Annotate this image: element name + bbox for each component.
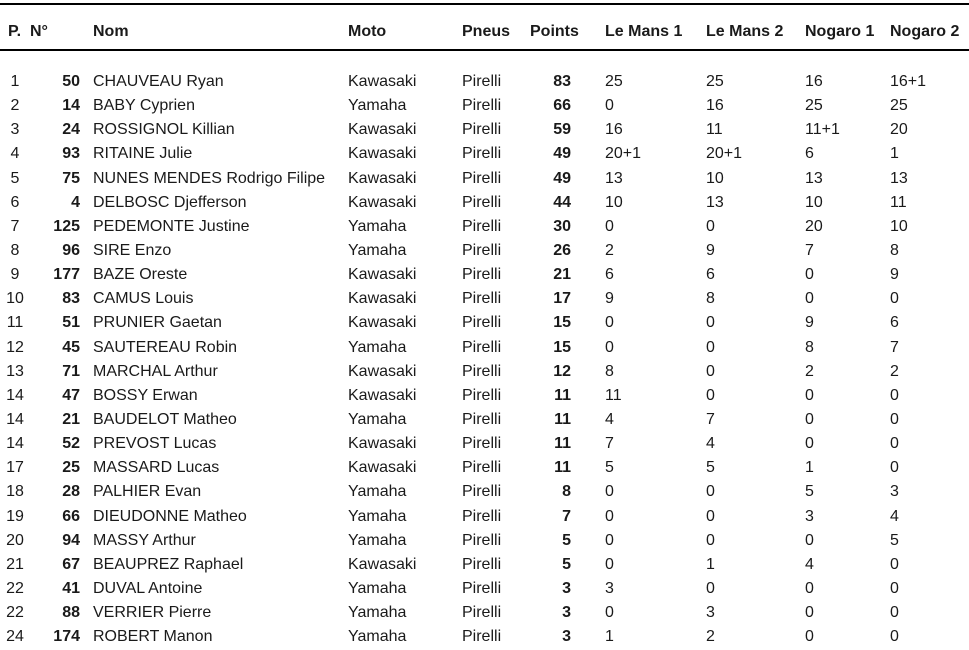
cell-tyres: Pirelli [462, 531, 502, 549]
cell-race2: 25 [706, 73, 724, 91]
table-row [0, 456, 969, 480]
cell-name: DELBOSC Djefferson [93, 193, 247, 211]
cell-pos: 12 [6, 338, 24, 356]
cell-race3: 0 [805, 266, 814, 284]
cell-pos: 20 [6, 531, 24, 549]
cell-moto: Kawasaki [348, 193, 417, 211]
cell-race3: 0 [805, 435, 814, 453]
table-row [0, 118, 969, 142]
cell-points: 44 [553, 193, 571, 211]
cell-pos: 18 [6, 483, 24, 501]
cell-tyres: Pirelli [462, 362, 502, 380]
cell-race1: 0 [605, 338, 614, 356]
cell-moto: Kawasaki [348, 435, 417, 453]
cell-race3: 2 [805, 362, 814, 380]
cell-race2: 0 [706, 338, 715, 356]
cell-tyres: Pirelli [462, 193, 502, 211]
table-row [0, 625, 969, 649]
cell-race2: 2 [706, 628, 715, 646]
cell-moto: Kawasaki [348, 290, 417, 308]
cell-race4: 9 [890, 266, 899, 284]
cell-num: 25 [62, 459, 80, 477]
cell-race1: 0 [605, 483, 614, 501]
cell-race2: 8 [706, 290, 715, 308]
cell-race1: 0 [605, 217, 614, 235]
cell-num: 50 [62, 73, 80, 91]
cell-points: 59 [553, 121, 571, 139]
cell-moto: Kawasaki [348, 266, 417, 284]
cell-race2: 16 [706, 97, 724, 115]
table-row [0, 142, 969, 166]
cell-race4: 0 [890, 555, 899, 573]
cell-race1: 16 [605, 121, 623, 139]
cell-num: 24 [62, 121, 80, 139]
cell-points: 11 [554, 411, 571, 429]
cell-num: 75 [62, 169, 80, 187]
cell-race1: 0 [605, 314, 614, 332]
cell-tyres: Pirelli [462, 628, 502, 646]
cell-race4: 6 [890, 314, 899, 332]
cell-name: RITAINE Julie [93, 145, 193, 163]
cell-race3: 0 [805, 580, 814, 598]
cell-race4: 8 [890, 242, 899, 260]
cell-moto: Yamaha [348, 628, 407, 646]
cell-num: 47 [62, 386, 80, 404]
cell-num: 21 [62, 411, 80, 429]
cell-race3: 0 [805, 290, 814, 308]
col-header-lemans-1: Le Mans 1 [592, 5, 705, 51]
cell-race2: 20+1 [706, 145, 743, 163]
cell-pos: 9 [10, 266, 20, 284]
cell-num: 125 [53, 217, 80, 235]
cell-points: 49 [553, 145, 571, 163]
table-row [0, 480, 969, 504]
cell-race2: 5 [706, 459, 715, 477]
cell-name: VERRIER Pierre [93, 604, 212, 622]
cell-name: NUNES MENDES Rodrigo Filipe [93, 169, 326, 187]
cell-name: PALHIER Evan [93, 483, 202, 501]
cell-tyres: Pirelli [462, 97, 502, 115]
cell-num: 88 [62, 604, 80, 622]
cell-moto: Kawasaki [348, 314, 417, 332]
cell-tyres: Pirelli [462, 435, 502, 453]
cell-name: SAUTEREAU Robin [93, 338, 238, 356]
cell-race1: 10 [605, 193, 623, 211]
cell-race1: 0 [605, 507, 614, 525]
cell-name: MASSARD Lucas [93, 459, 220, 477]
cell-race4: 0 [890, 459, 899, 477]
col-header-moto: Moto [340, 5, 455, 51]
cell-race4: 20 [890, 121, 908, 139]
cell-race1: 7 [605, 435, 614, 453]
cell-race1: 2 [605, 242, 614, 260]
cell-race2: 7 [706, 411, 715, 429]
cell-points: 11 [554, 435, 571, 453]
col-header-lemans-2: Le Mans 2 [705, 5, 804, 51]
cell-num: 14 [62, 97, 80, 115]
cell-num: 177 [53, 266, 80, 284]
cell-pos: 2 [10, 97, 20, 115]
cell-num: 66 [62, 507, 80, 525]
cell-points: 15 [553, 314, 571, 332]
cell-race1: 6 [605, 266, 614, 284]
cell-race3: 0 [805, 411, 814, 429]
header-row [0, 5, 969, 51]
cell-num: 83 [62, 290, 80, 308]
cell-race1: 4 [605, 411, 614, 429]
cell-race2: 0 [706, 314, 715, 332]
cell-race3: 10 [805, 193, 823, 211]
cell-points: 7 [562, 507, 571, 525]
cell-moto: Kawasaki [348, 362, 417, 380]
cell-moto: Yamaha [348, 531, 407, 549]
cell-race4: 0 [890, 628, 899, 646]
cell-pos: 21 [6, 555, 24, 573]
cell-race3: 0 [805, 628, 814, 646]
cell-points: 3 [562, 628, 571, 646]
cell-tyres: Pirelli [462, 411, 502, 429]
cell-race3: 6 [805, 145, 814, 163]
cell-race3: 20 [805, 217, 823, 235]
cell-points: 49 [553, 169, 571, 187]
cell-race2: 0 [706, 386, 715, 404]
cell-points: 5 [562, 531, 571, 549]
cell-moto: Kawasaki [348, 459, 417, 477]
cell-race3: 8 [805, 338, 814, 356]
cell-pos: 6 [10, 193, 20, 211]
cell-tyres: Pirelli [462, 314, 502, 332]
cell-race2: 3 [706, 604, 715, 622]
cell-name: DIEUDONNE Matheo [93, 507, 247, 525]
cell-pos: 22 [6, 580, 24, 598]
cell-name: MARCHAL Arthur [93, 362, 218, 380]
cell-race1: 0 [605, 604, 614, 622]
cell-name: BEAUPREZ Raphael [93, 555, 244, 573]
cell-moto: Yamaha [348, 507, 407, 525]
cell-race1: 0 [605, 97, 614, 115]
cell-tyres: Pirelli [462, 386, 502, 404]
cell-pos: 17 [6, 459, 24, 477]
cell-race4: 3 [890, 483, 899, 501]
col-header-points: Points [530, 5, 592, 51]
col-header-position: P. [0, 5, 30, 51]
cell-race4: 0 [890, 435, 899, 453]
cell-race3: 7 [805, 242, 814, 260]
table-row [0, 577, 969, 601]
cell-pos: 5 [10, 169, 20, 187]
cell-race2: 10 [706, 169, 724, 187]
cell-name: ROBERT Manon [93, 628, 213, 646]
cell-name: MASSY Arthur [93, 531, 196, 549]
cell-pos: 13 [6, 362, 24, 380]
table-row [0, 601, 969, 625]
standings-table [0, 5, 969, 649]
cell-moto: Yamaha [348, 217, 407, 235]
cell-race4: 25 [890, 97, 908, 115]
cell-race1: 9 [605, 290, 614, 308]
cell-race2: 0 [706, 531, 715, 549]
standings-body [0, 70, 969, 649]
table-row [0, 432, 969, 456]
cell-moto: Kawasaki [348, 145, 417, 163]
cell-points: 3 [562, 580, 571, 598]
cell-points: 11 [554, 459, 571, 477]
cell-race1: 13 [605, 169, 623, 187]
table-row [0, 529, 969, 553]
table-row [0, 311, 969, 335]
cell-race2: 4 [706, 435, 715, 453]
cell-num: 41 [62, 580, 80, 598]
cell-name: CHAUVEAU Ryan [93, 73, 224, 91]
cell-pos: 11 [6, 314, 24, 332]
cell-num: 51 [62, 314, 80, 332]
table-row [0, 94, 969, 118]
table-row [0, 553, 969, 577]
table-row [0, 360, 969, 384]
cell-points: 5 [562, 555, 571, 573]
cell-num: 28 [62, 483, 80, 501]
cell-race2: 0 [706, 507, 715, 525]
cell-name: CAMUS Louis [93, 290, 194, 308]
cell-tyres: Pirelli [462, 459, 502, 477]
col-header-tyres: Pneus [455, 5, 530, 51]
table-row [0, 287, 969, 311]
cell-tyres: Pirelli [462, 507, 502, 525]
table-row [0, 263, 969, 287]
cell-race3: 0 [805, 386, 814, 404]
cell-pos: 1 [10, 73, 20, 91]
cell-num: 52 [62, 435, 80, 453]
cell-num: 94 [62, 531, 80, 549]
cell-moto: Yamaha [348, 411, 407, 429]
cell-pos: 4 [10, 145, 20, 163]
cell-moto: Kawasaki [348, 121, 417, 139]
cell-race3: 25 [805, 97, 823, 115]
cell-name: PRUNIER Gaetan [93, 314, 222, 332]
header-spacer [0, 51, 969, 70]
cell-race1: 0 [605, 555, 614, 573]
cell-pos: 22 [6, 604, 24, 622]
cell-moto: Kawasaki [348, 386, 417, 404]
cell-num: 96 [62, 242, 80, 260]
table-row [0, 215, 969, 239]
cell-num: 71 [62, 362, 80, 380]
cell-tyres: Pirelli [462, 555, 502, 573]
cell-tyres: Pirelli [462, 73, 502, 91]
cell-moto: Kawasaki [348, 555, 417, 573]
cell-name: ROSSIGNOL Killian [93, 121, 235, 139]
cell-race3: 4 [805, 555, 814, 573]
col-header-nogaro-2: Nogaro 2 [888, 5, 969, 51]
cell-race2: 0 [706, 580, 715, 598]
table-row [0, 167, 969, 191]
cell-name: BABY Cyprien [93, 97, 195, 115]
cell-race4: 16+1 [890, 73, 927, 91]
cell-moto: Yamaha [348, 483, 407, 501]
cell-num: 4 [71, 193, 80, 211]
cell-race1: 3 [605, 580, 614, 598]
cell-race2: 1 [706, 555, 715, 573]
cell-points: 83 [553, 73, 571, 91]
table-row [0, 408, 969, 432]
table-row [0, 70, 969, 94]
cell-race4: 10 [890, 217, 908, 235]
cell-moto: Yamaha [348, 604, 407, 622]
cell-num: 93 [62, 145, 80, 163]
cell-race4: 0 [890, 604, 899, 622]
cell-points: 21 [553, 266, 571, 284]
cell-race2: 0 [706, 362, 715, 380]
cell-race4: 0 [890, 411, 899, 429]
cell-race1: 25 [605, 73, 623, 91]
cell-moto: Kawasaki [348, 169, 417, 187]
cell-race3: 1 [805, 459, 814, 477]
cell-tyres: Pirelli [462, 483, 502, 501]
cell-name: SIRE Enzo [93, 242, 172, 260]
cell-pos: 19 [6, 507, 24, 525]
table-row [0, 336, 969, 360]
cell-race1: 1 [605, 628, 614, 646]
cell-race2: 0 [706, 217, 715, 235]
cell-moto: Yamaha [348, 97, 407, 115]
cell-moto: Yamaha [348, 580, 407, 598]
table-row [0, 505, 969, 529]
cell-race1: 0 [605, 531, 614, 549]
cell-points: 66 [553, 97, 571, 115]
cell-pos: 24 [6, 628, 24, 646]
cell-tyres: Pirelli [462, 266, 502, 284]
cell-race4: 4 [890, 507, 899, 525]
cell-tyres: Pirelli [462, 217, 502, 235]
cell-race4: 11 [890, 193, 907, 211]
cell-race4: 7 [890, 338, 899, 356]
cell-race3: 0 [805, 531, 814, 549]
col-header-nogaro-1: Nogaro 1 [804, 5, 888, 51]
cell-points: 11 [554, 386, 571, 404]
cell-moto: Yamaha [348, 242, 407, 260]
cell-num: 174 [53, 628, 80, 646]
cell-race3: 3 [805, 507, 814, 525]
cell-race1: 5 [605, 459, 614, 477]
cell-race3: 9 [805, 314, 814, 332]
cell-points: 8 [562, 483, 571, 501]
cell-race4: 2 [890, 362, 899, 380]
cell-pos: 14 [6, 435, 24, 453]
cell-tyres: Pirelli [462, 580, 502, 598]
cell-race4: 0 [890, 290, 899, 308]
cell-pos: 14 [6, 386, 24, 404]
cell-race2: 6 [706, 266, 715, 284]
col-header-name: Nom [82, 5, 340, 51]
cell-moto: Yamaha [348, 338, 407, 356]
cell-points: 3 [562, 604, 571, 622]
cell-race4: 5 [890, 531, 899, 549]
cell-tyres: Pirelli [462, 169, 502, 187]
cell-points: 17 [553, 290, 571, 308]
cell-points: 12 [553, 362, 571, 380]
cell-race3: 16 [805, 73, 823, 91]
cell-moto: Kawasaki [348, 73, 417, 91]
cell-tyres: Pirelli [462, 604, 502, 622]
cell-tyres: Pirelli [462, 338, 502, 356]
cell-race2: 11 [706, 121, 723, 139]
cell-pos: 8 [10, 242, 20, 260]
cell-race3: 0 [805, 604, 814, 622]
cell-name: PREVOST Lucas [93, 435, 217, 453]
cell-name: DUVAL Antoine [93, 580, 203, 598]
cell-num: 45 [62, 338, 80, 356]
table-row [0, 384, 969, 408]
cell-tyres: Pirelli [462, 121, 502, 139]
cell-race4: 13 [890, 169, 908, 187]
cell-num: 67 [62, 555, 80, 573]
cell-name: PEDEMONTE Justine [93, 217, 250, 235]
cell-race2: 13 [706, 193, 724, 211]
cell-tyres: Pirelli [462, 242, 502, 260]
cell-race1: 8 [605, 362, 614, 380]
cell-race2: 9 [706, 242, 715, 260]
cell-name: BOSSY Erwan [93, 386, 198, 404]
cell-points: 26 [553, 242, 571, 260]
table-row [0, 191, 969, 215]
cell-race3: 11+1 [805, 121, 840, 139]
cell-pos: 3 [10, 121, 20, 139]
cell-tyres: Pirelli [462, 290, 502, 308]
cell-race2: 0 [706, 483, 715, 501]
cell-tyres: Pirelli [462, 145, 502, 163]
cell-name: BAUDELOT Matheo [93, 411, 237, 429]
cell-name: BAZE Oreste [93, 266, 188, 284]
cell-points: 30 [553, 217, 571, 235]
cell-race3: 5 [805, 483, 814, 501]
cell-pos: 10 [6, 290, 24, 308]
col-header-number: N° [30, 5, 82, 51]
cell-pos: 7 [10, 217, 20, 235]
table-row [0, 239, 969, 263]
cell-race1: 11 [605, 386, 622, 404]
cell-race4: 1 [890, 145, 899, 163]
cell-points: 15 [553, 338, 571, 356]
cell-race4: 0 [890, 386, 899, 404]
cell-race1: 20+1 [605, 145, 642, 163]
cell-race4: 0 [890, 580, 899, 598]
cell-race3: 13 [805, 169, 823, 187]
cell-pos: 14 [6, 411, 24, 429]
